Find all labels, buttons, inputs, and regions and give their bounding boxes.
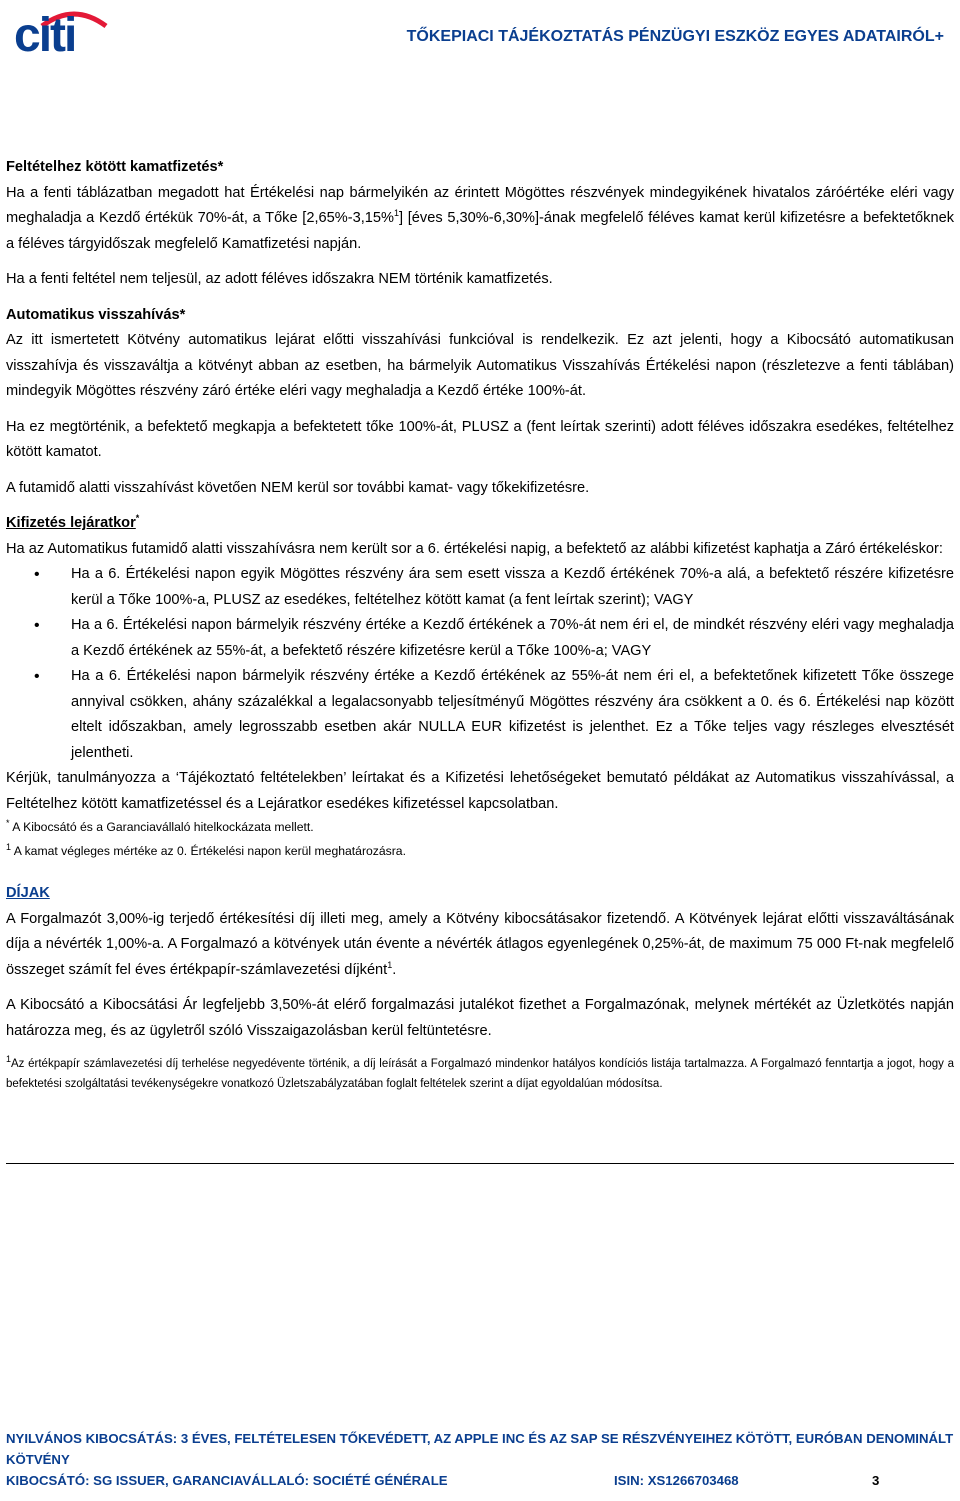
list-item: [6, 613, 954, 664]
divider: [6, 1163, 954, 1164]
citi-logo: [14, 8, 106, 64]
page-header: [0, 0, 960, 70]
note-text: A Kibocsátó és a Garanciavállaló hitelkockázata mellett.: [9, 820, 314, 834]
header-title: TŐKEPIACI TÁJÉKOZTATÁS PÉNZÜGYI ESZKÖZ EGYES ADATAIRÓL+: [406, 28, 944, 45]
bullet-icon: •: [34, 617, 40, 634]
page-footer: [6, 1428, 954, 1494]
autocall-paragraph-2: Ha ez megtörténik, a befektető megkapja a befektetett tőke 100%-át, PLUSZ a (fent leírtak szerinti) adott féléves időszakra esedékes, feltételhez kötött kamatot.: [6, 418, 954, 460]
footnote-ref: 1: [387, 959, 393, 970]
maturity-intro: Ha az Automatikus futamidő alatti visszahívásra nem került sor a 6. értékelési napig, a befektető az alábbi kifizetést kaphatja a Záró értékeléskor:: [6, 540, 943, 557]
bullet-text: Ha a 6. Értékelési napon egyik Mögöttes részvény ára sem esett vissza a Kezdő értékének 70%-a alá, a befektető részére kifizetésre kerül a Tőke 100%-a, PLUSZ az esedékes, feltételhez kötött kamat (a fent leírtak szerint); VAGY: [71, 566, 954, 608]
maturity-heading-mark: *: [135, 513, 140, 524]
fees-footnote: [6, 1054, 954, 1094]
fees-paragraph-2: A Kibocsátó a Kibocsátási Ár legfeljebb 3,50%-át elérő forgalmazási jutalékot fizethet a Forgalmazónak, melynek mértékét az Üzletkötés napján határozza meg, és az ügyletről szóló Visszaigazolásban kerül feltüntetésre.: [6, 997, 954, 1039]
bullet-text: Ha a 6. Értékelési napon bármelyik részvény értéke a Kezdő értékének az 55%-át nem éri el, a befektetőnek kifizetett Tőke összege annyival csökken, ahány százalékkal a legalacsonyabb teljesítményű Mögöttes részvény ára csökkent a 0. és 6. Értékelési nap között eltelt időszakban, amely legrosszabb esetben akár NULLA EUR kifizetést is jelenthet. Ez a Tőke teljes vagy részleges elvesztését jelentheti.: [71, 668, 954, 761]
logo-text: citi: [14, 9, 76, 62]
fees-paragraph-1: [6, 907, 954, 984]
footer-isin: ISIN: XS1266703468: [614, 1473, 739, 1488]
footer-product-line: NYILVÁNOS KIBOCSÁTÁS: 3 ÉVES, FELTÉTELESEN TŐKEVÉDETT, AZ APPLE INC ÉS AZ SAP SE RÉSZVÉNYEIHEZ KÖTÖTT, EURÓBAN DENOMINÁLT KÖTVÉNY: [6, 1431, 954, 1467]
autocall-paragraph-1: Az itt ismertetett Kötvény automatikus lejárat előtti visszahívási funkcióval is rendelkezik. Ez azt jelenti, hogy a Kibocsátó automatikusan visszahívja és visszaváltja a kötvényt abban az esetben, ha bármelyik Automatikus Visszahívás Értékelési napon (részletezve a fenti táblában) mindegyik Mögöttes részvény záró értéke eléri vagy meghaladja a Kezdő értéke 100%-át.: [6, 332, 954, 399]
footer-issuer: KIBOCSÁTÓ: SG ISSUER, GARANCIAVÁLLALÓ: SOCIÉTÉ GÉNÉRALE: [6, 1473, 448, 1488]
cond-coupon-text-b: ] [éves 5,30%-6,30%]-ának megfelelő féléves kamat kerül kifizetésre a befektetőknek a féléves tárgyidőszak megfelelő Kamatfizetési napján.: [6, 210, 954, 252]
fees-heading: DÍJAK: [6, 885, 50, 901]
autocall-paragraph-3: A futamidő alatti visszahívást követően NEM kerül sor további kamat- vagy tőkekifizetésre.: [6, 479, 590, 496]
list-item: [6, 562, 954, 613]
footnote-text: Az értékpapír számlavezetési díj terhelése negyedévente történik, a díj leírását a Forgalmazó mindenkor hatályos kondíciós listája tartalmazza. A Forgalmazó fenntartja a jogot, hogy a befektetési szolgáltatási tevékenységekre vonatkozó Üzletszabályzatában foglalt feltételek szerint a díjat egyoldalúan módosítsa.: [6, 1058, 954, 1090]
footnote-mark: 1: [6, 1054, 12, 1065]
maturity-heading: [6, 511, 954, 537]
fees-text-b: .: [392, 961, 397, 978]
maturity-bullet-list: [6, 562, 954, 766]
bullet-icon: •: [34, 668, 40, 685]
note-mark: *: [6, 817, 10, 828]
cond-coupon-text-a: Ha a fenti táblázatban megadott hat Értékelési nap bármelyikén az érintett Mögöttes részvények mindegyikének hivatalos záróértéke eléri vagy meghaladja a Kezdő értékük 70%-át, a Tőke [2,65%-3,15%: [6, 184, 954, 226]
note-text: A kamat végleges mértéke az 0. Értékelési napon kerül meghatározásra.: [11, 844, 406, 858]
document-body: [6, 155, 954, 1094]
credit-risk-note: [6, 817, 954, 837]
maturity-heading-text: Kifizetés lejáratkor: [6, 515, 136, 531]
note-mark: 1: [6, 841, 12, 852]
page-number: 3: [872, 1473, 880, 1488]
cond-coupon-no-payment: Ha a fenti feltétel nem teljesül, az adott féléves időszakra NEM történik kamatfizetés.: [6, 271, 553, 287]
footer-issuer-row: [6, 1470, 954, 1494]
list-item: [6, 664, 954, 766]
fees-text-a: A Forgalmazót 3,00%-ig terjedő értékesítési díj illeti meg, amely a Kötvény kibocsátásakor fizetendő. A Kötvények lejárat előtti visszaváltásának díja a névérték 1,00%-a. A Forgalmazó a kötvények után évente a névérték átlagos egyenlegének 0,25%-át, de maximum 75 000 Ft-nak megfelelő összeget számít fel éves értékpapír-számlavezetési díjként: [6, 910, 954, 978]
cond-coupon-heading: Feltételhez kötött kamatfizetés*: [6, 159, 224, 175]
autocall-heading: Automatikus visszahívás*: [6, 306, 186, 323]
maturity-closing: Kérjük, tanulmányozza a ‘Tájékoztató feltételekben’ leírtakat és a Kifizetési lehetőségeket bemutató példákat az Automatikus visszahívással, a Feltételhez kötött kamatfizetéssel és a Lejáratkor esedékes kifizetéssel kapcsolatban.: [6, 770, 954, 812]
cond-coupon-paragraph: [6, 181, 954, 258]
footnote-ref: 1: [393, 208, 399, 219]
rate-note: [6, 841, 954, 861]
bullet-text: Ha a 6. Értékelési napon bármelyik részvény értéke a Kezdő értékének a 70%-át nem éri el, de mindkét részvény eléri vagy meghaladja a Kezdő értékének az 55%-át, a befektető részére kifizetésre kerül a Tőke 100%-a; VAGY: [71, 617, 954, 659]
bullet-icon: •: [34, 566, 40, 583]
